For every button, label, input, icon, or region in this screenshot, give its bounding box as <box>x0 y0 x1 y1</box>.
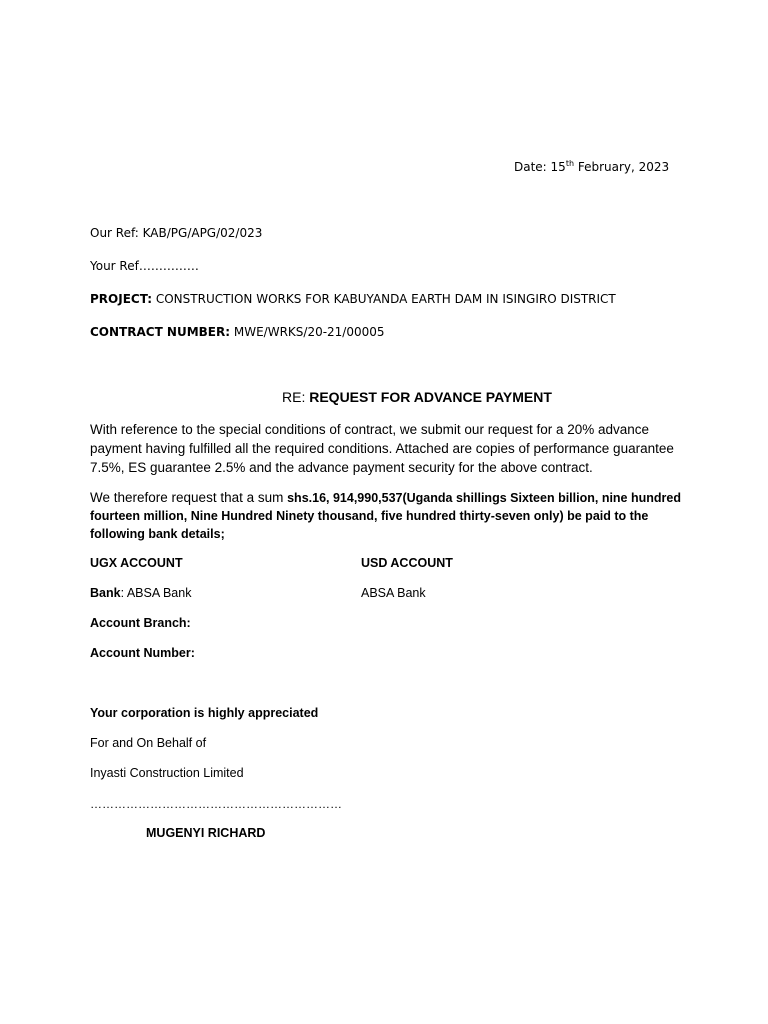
usd-bank-value: ABSA Bank <box>361 586 426 600</box>
paragraph-2-lead: We therefore request that a sum <box>90 490 288 505</box>
on-behalf-line: For and On Behalf of <box>90 736 207 750</box>
subject-prefix: RE: <box>282 389 310 405</box>
your-reference: Your Ref…………… <box>90 259 199 273</box>
contract-label: CONTRACT NUMBER: <box>90 325 231 339</box>
contract-value: MWE/WRKS/20-21/00005 <box>230 325 385 339</box>
appreciation-line: Your corporation is highly appreciated <box>90 706 319 720</box>
subject-text: REQUEST FOR ADVANCE PAYMENT <box>309 389 552 405</box>
company-name: Inyasti Construction Limited <box>90 766 244 780</box>
date-superscript: th <box>565 159 575 168</box>
body-paragraph-2 <box>90 489 690 543</box>
letter-date <box>514 160 669 174</box>
date-prefix: Date: 15 <box>514 160 566 174</box>
contract-number-line <box>90 325 385 339</box>
project-line <box>90 292 616 306</box>
ugx-bank-line <box>90 586 191 600</box>
account-branch-label: Account Branch: <box>90 616 191 630</box>
signature-line: ……………………………………………………… <box>90 797 342 811</box>
our-reference: Our Ref: KAB/PG/APG/02/023 <box>90 226 263 240</box>
body-paragraph-1: With reference to the special conditions of contract, we submit our request for a 20% advance payment having fulfilled all the required conditions. Attached are copies of performance guarantee 7.5%, ES guarantee 2.5% and the advance payment security for the above contract. <box>90 422 674 475</box>
ugx-account-heading: UGX ACCOUNT <box>90 556 183 570</box>
bank-value: : ABSA Bank <box>120 586 192 600</box>
date-suffix: February, 2023 <box>574 160 670 174</box>
signatory-name: MUGENYI RICHARD <box>146 826 266 840</box>
subject-heading <box>282 389 552 405</box>
account-number-label: Account Number: <box>90 646 195 660</box>
bank-label: Bank <box>90 586 121 600</box>
payment-amount-text: shs.16, 914,990,537(Uganda shillings Sixteen billion, nine hundred fourteen million, Nine Hundred Ninety thousand, five hundred thirty-seven only) be paid to the following bank details; <box>90 491 681 541</box>
project-label: PROJECT: <box>90 292 153 306</box>
project-value: CONSTRUCTION WORKS FOR KABUYANDA EARTH DAM IN ISINGIRO DISTRICT <box>152 292 616 306</box>
usd-account-heading: USD ACCOUNT <box>361 556 453 570</box>
